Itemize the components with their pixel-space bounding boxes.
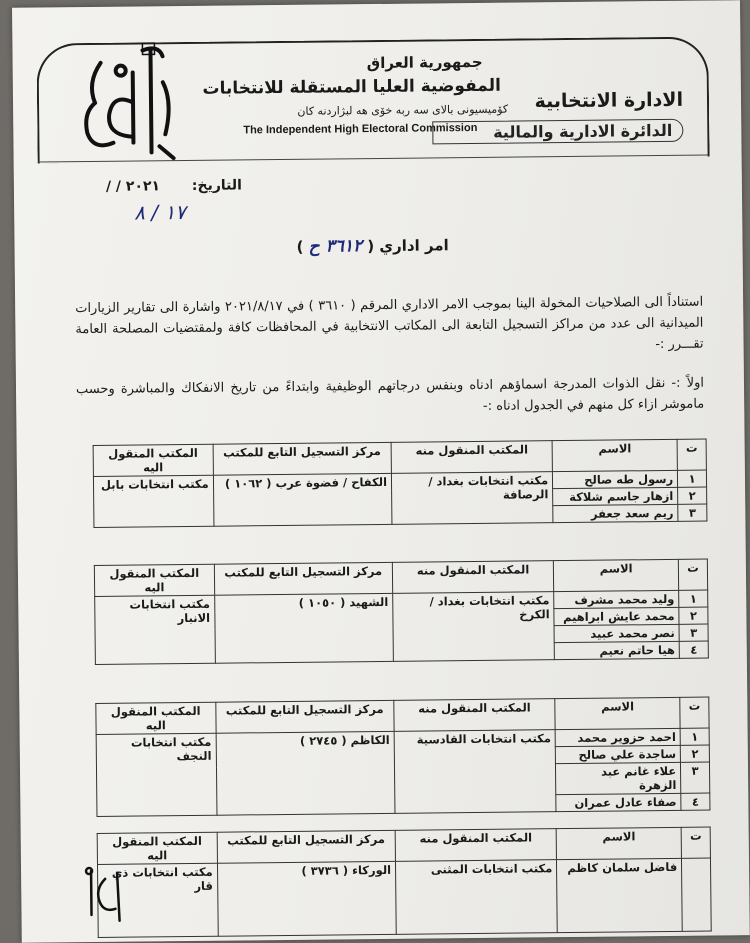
transfer-table-4 — [97, 827, 712, 938]
row-number: ٣ — [678, 504, 707, 521]
row-number: ٣ — [681, 762, 710, 793]
paragraph-first-item: اولاً :- نقل الذوات المدرجة اسماؤهم ادناه وبنفس درجاتهم الوظيفية وابتداءً من تاريخ الانفكاك والمباشرة وحسب ماموشر ازاء كل منهم في الجدول ادناه :- — [75, 375, 705, 414]
header-to: المكتب المنقول اليه — [93, 444, 213, 476]
order-title: امر اداري ( — [367, 236, 449, 256]
header-center: مركز التسجيل التابع للمكتب — [215, 700, 394, 733]
row-number: ٢ — [679, 607, 708, 624]
row-number: ٢ — [678, 487, 707, 504]
document-page — [12, 0, 750, 943]
employee-name: وليد محمد مشرف — [554, 590, 679, 608]
commission-logo-icon — [72, 42, 183, 165]
directorate-title: الدائرة الادارية والمالية — [432, 119, 683, 145]
handwritten-date: ١٧ / ٨ — [134, 200, 186, 225]
employee-name: هيا حاتم نعيم — [554, 641, 679, 659]
row-number: ٣ — [679, 624, 708, 641]
date-value: / / ٢٠٢١ — [105, 178, 161, 195]
transfer-table-2 — [94, 559, 709, 665]
to-office: مكتب انتخابات الانبار — [95, 595, 215, 664]
row-number: ١ — [678, 470, 707, 487]
to-office: مكتب انتخابات النجف — [96, 733, 216, 816]
row-number: ١ — [680, 728, 709, 745]
row-number: ١ — [679, 590, 708, 607]
transfer-table-3 — [95, 697, 710, 817]
signature-icon — [81, 865, 128, 929]
registration-center: الكاظم ( ٢٧٤٥ ) — [216, 731, 395, 815]
from-office: مكتب انتخابات بغداد / الرصافة — [391, 472, 553, 525]
transfer-table-1 — [93, 439, 708, 528]
registration-center: الوركاء ( ٣٧٣٦ ) — [217, 861, 396, 936]
from-office: مكتب انتخابات المثنى — [395, 860, 557, 935]
employee-name: رسول طه صالح — [553, 470, 678, 488]
header-center: مركز التسجيل التابع للمكتب — [217, 830, 396, 863]
table-row — [97, 858, 711, 937]
commission-title-ku: كۆمیسیونی بالای سه ربه خۆی هه لبژاردنه كان — [297, 102, 509, 118]
employee-name: محمد عايش ابراهيم — [554, 607, 679, 625]
employee-name: فاضل سلمان كاظم — [557, 858, 683, 932]
header-num: ت — [680, 697, 709, 728]
header-center: مركز التسجيل التابع للمكتب — [214, 562, 393, 595]
date-label: التاريخ: — [191, 177, 242, 194]
header-to: المكتب المنقول اليه — [94, 564, 214, 596]
header-name: الاسم — [556, 827, 681, 859]
paragraph-preamble: استناداً الى الصلاحيات المخولة الينا بموجب الامر الاداري المرقم ( ٣٦١٠ ) في ٢٠٢١/٨/١٧ واشارة الى تقارير الزيارات الميدانية الى عدد من مراكز التسجيل التابعة الى المكاتب الانتخابية في المحافظات كافة ولمقتضيات المصلحة العامة تقـــرر :- — [75, 294, 704, 353]
registration-center: الشهيد ( ١٠٥٠ ) — [214, 593, 393, 663]
header-from: المكتب المنقول منه — [391, 441, 553, 474]
header-from: المكتب المنقول منه — [392, 561, 554, 594]
header-num: ت — [681, 827, 710, 858]
order-close: ) — [296, 237, 304, 256]
employee-name: احمد حزوير محمد — [555, 728, 680, 746]
employee-name: نصر محمد عبيد — [554, 624, 679, 642]
department-title: الادارة الانتخابية — [534, 88, 684, 113]
header-name: الاسم — [552, 439, 677, 471]
header-center: مركز التسجيل التابع للمكتب — [213, 442, 392, 475]
header-to: المكتب المنقول اليه — [97, 832, 217, 864]
to-office: مكتب انتخابات ذي قار — [97, 863, 217, 937]
from-office: مكتب انتخابات بغداد / الكرخ — [393, 592, 555, 662]
row-number: ٢ — [680, 745, 709, 762]
order-number: ٣٦١٢ ح — [308, 236, 363, 257]
registration-center: الكفاح / فضوة عرب ( ١٠٦٢ ) — [213, 473, 392, 526]
employee-name: علاء غانم عبد الزهرة — [556, 762, 681, 794]
from-office: مكتب انتخابات القادسية — [394, 730, 556, 814]
employee-name: ازهار جاسم شلاكة — [553, 487, 678, 505]
republic-title: جمهورية العراق — [366, 52, 483, 73]
employee-name: ريم سعد جعفر — [553, 504, 678, 522]
commission-title-en: The Independent High Electoral Commission — [243, 121, 478, 137]
commission-title-ar: المفوضية العليا المستقلة للانتخابات — [202, 75, 501, 99]
row-number — [682, 858, 712, 931]
header-num: ت — [679, 559, 708, 590]
header-to: المكتب المنقول اليه — [96, 702, 216, 734]
header-num: ت — [677, 439, 706, 470]
employee-name: ساجدة علي صالح — [556, 745, 681, 763]
row-number: ٤ — [681, 793, 710, 810]
order-heading — [296, 235, 448, 257]
employee-name: صفاء عادل عمران — [556, 793, 681, 811]
header-from: المكتب المنقول منه — [394, 699, 556, 732]
header-name: الاسم — [555, 697, 680, 729]
to-office: مكتب انتخابات بابل — [93, 475, 213, 527]
header-name: الاسم — [554, 559, 679, 591]
header-from: المكتب المنقول منه — [395, 829, 557, 862]
row-number: ٤ — [679, 641, 708, 658]
